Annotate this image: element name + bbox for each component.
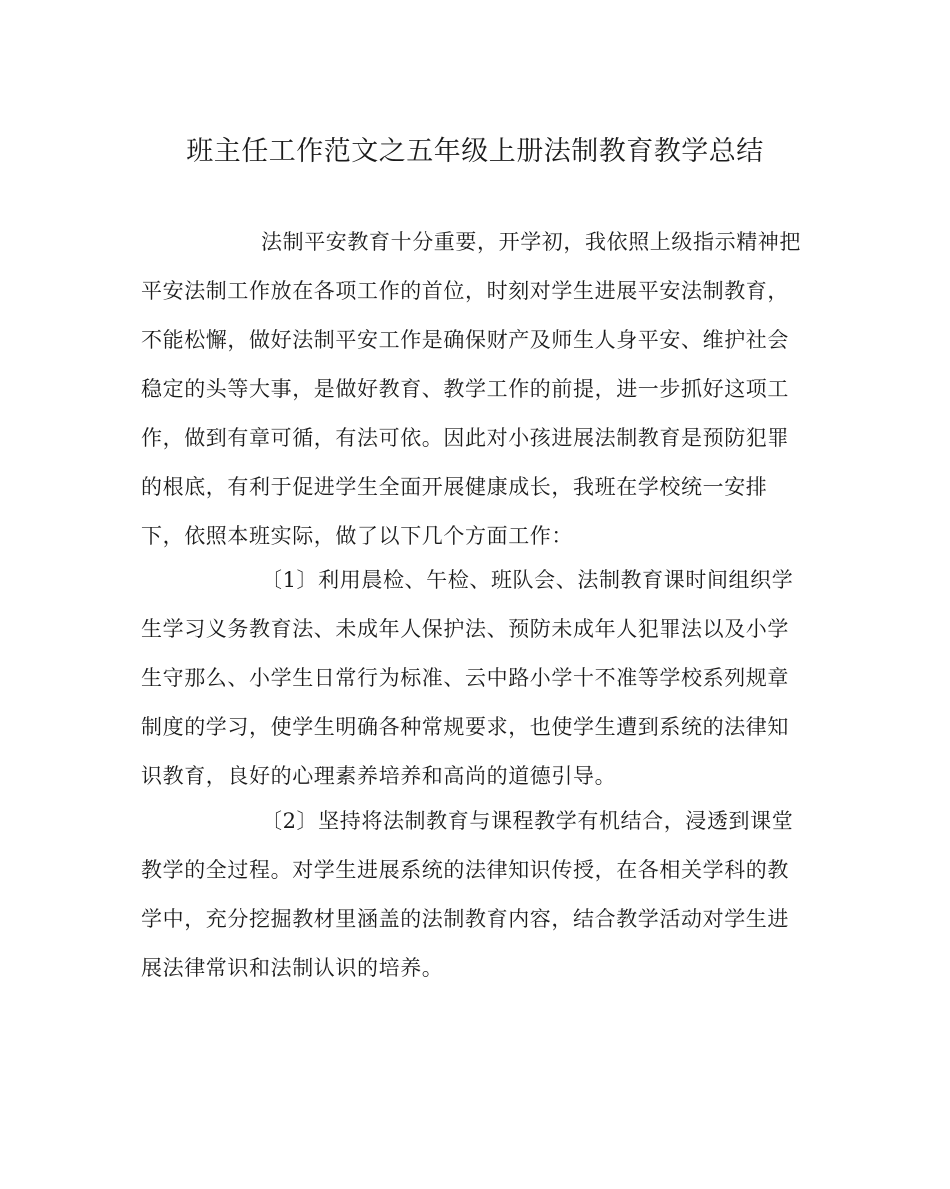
- document-title: 班主任工作范文之五年级上册法制教育教学总结: [186, 136, 764, 167]
- paragraph-line: 教学的全过程。对学生进展系统的法律知识传授，在各相关学科的教: [141, 858, 789, 882]
- paragraph-line: 制度的学习，使学生明确各种常规要求，也使学生遭到系统的法律知: [141, 715, 789, 739]
- paragraph-line: 的根底，有利于促进学生全面开展健康成长，我班在学校统一安排: [141, 475, 768, 499]
- paragraph-line: 学中，充分挖掘教材里涵盖的法制教育内容，结合教学活动对学生进: [141, 907, 789, 931]
- paragraph-line: 〔1〕利用晨检、午检、班队会、法制教育课时间组织学: [261, 568, 794, 592]
- paragraph-line: 生守那么、小学生日常行为标准、云中路小学十不准等学校系列规章: [141, 666, 789, 690]
- paragraph-line: 不能松懈，做好法制平安工作是确保财产及师生人身平安、维护社会: [141, 328, 789, 352]
- paragraph-item-1: [141, 556, 793, 801]
- paragraph-line: 展法律常识和法制认识的培养。: [141, 956, 444, 980]
- paragraph-line: 平安法制工作放在各项工作的首位，时刻对学生进展平安法制教育，: [141, 279, 789, 303]
- paragraph-line: 〔2〕坚持将法制教育与课程教学有机结合，浸透到课堂: [261, 809, 794, 833]
- paragraph-line: 下，依照本班实际，做了以下几个方面工作：: [141, 524, 573, 548]
- paragraph-line: 作，做到有章可循，有法可依。因此对小孩进展法制教育是预防犯罪: [141, 426, 789, 450]
- paragraph-line: 生学习义务教育法、未成年人保护法、预防未成年人犯罪法以及小学: [141, 617, 789, 641]
- paragraph-line: 稳定的头等大事，是做好教育、教学工作的前提，进一步抓好这项工: [141, 377, 789, 401]
- paragraph-line: 法制平安教育十分重要，开学初，我依照上级指示精神把: [261, 230, 801, 254]
- paragraph-item-2: [141, 797, 793, 993]
- paragraph-intro: [141, 218, 801, 561]
- paragraph-line: 识教育，良好的心理素养培养和高尚的道德引导。: [141, 764, 617, 788]
